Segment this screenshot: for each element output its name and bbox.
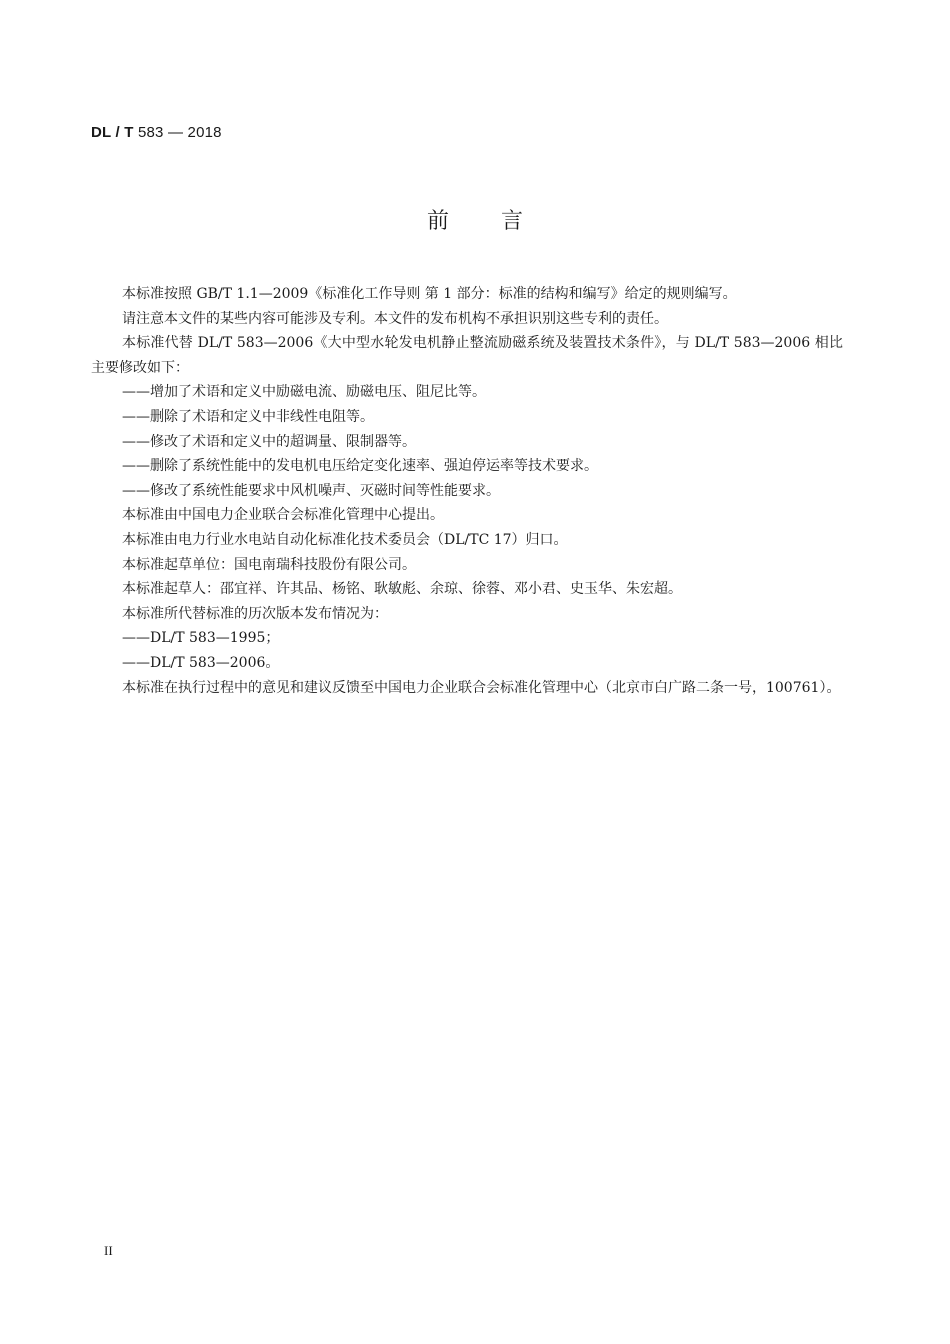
paragraph-history-intro: 本标准所代替标准的历次版本发布情况为： [122, 605, 388, 622]
history-item: ——DL/T 583—1995； [122, 630, 280, 647]
change-item: ——删除了术语和定义中非线性电阻等。 [122, 408, 374, 425]
title-char-2: 言 [501, 209, 524, 234]
change-item: ——修改了系统性能要求中风机噪声、灭磁时间等性能要求。 [122, 482, 500, 499]
change-item: ——修改了术语和定义中的超调量、限制器等。 [122, 433, 416, 450]
paragraph-drafting-unit: 本标准起草单位：国电南瑞科技股份有限公司。 [122, 556, 416, 573]
standard-code [91, 124, 222, 141]
paragraph-proposer: 本标准由中国电力企业联合会标准化管理中心提出。 [122, 507, 444, 524]
paragraph-patent-notice: 请注意本文件的某些内容可能涉及专利。本文件的发布机构不承担识别这些专利的责任。 [122, 310, 668, 327]
change-item: ——增加了术语和定义中励磁电流、励磁电压、阻尼比等。 [122, 384, 486, 401]
foreword-body [91, 282, 843, 700]
paragraph-replacement: 本标准代替 DL/T 583—2006《大中型水轮发电机静止整流励磁系统及装置技术条件》，与 DL/T 583—2006 相比主要修改如下： [91, 335, 843, 376]
paragraph-drafting-rules: 本标准按照 GB/T 1.1—2009《标准化工作导则 第 1 部分：标准的结构和编写》给定的规则编写。 [122, 286, 737, 302]
change-item: ——删除了系统性能中的发电机电压给定变化速率、强迫停运率等技术要求。 [122, 458, 598, 475]
paragraph-feedback: 本标准在执行过程中的意见和建议反馈至中国电力企业联合会标准化管理中心（北京市白广路二条一号，100761）。 [122, 679, 841, 696]
standard-prefix: DL / T [91, 124, 134, 141]
standard-number: 583 — 2018 [137, 124, 222, 141]
paragraph-drafters: 本标准起草人：邵宜祥、许其品、杨铭、耿敏彪、余琼、徐蓉、邓小君、史玉华、朱宏超。 [122, 581, 682, 598]
title-char-1: 前 [426, 209, 449, 234]
history-item: ——DL/T 583—2006。 [122, 654, 280, 671]
page-title [0, 204, 950, 235]
paragraph-committee: 本标准由电力行业水电站自动化标准化技术委员会（DL/TC 17）归口。 [122, 531, 568, 548]
page-number: II [104, 1243, 113, 1258]
